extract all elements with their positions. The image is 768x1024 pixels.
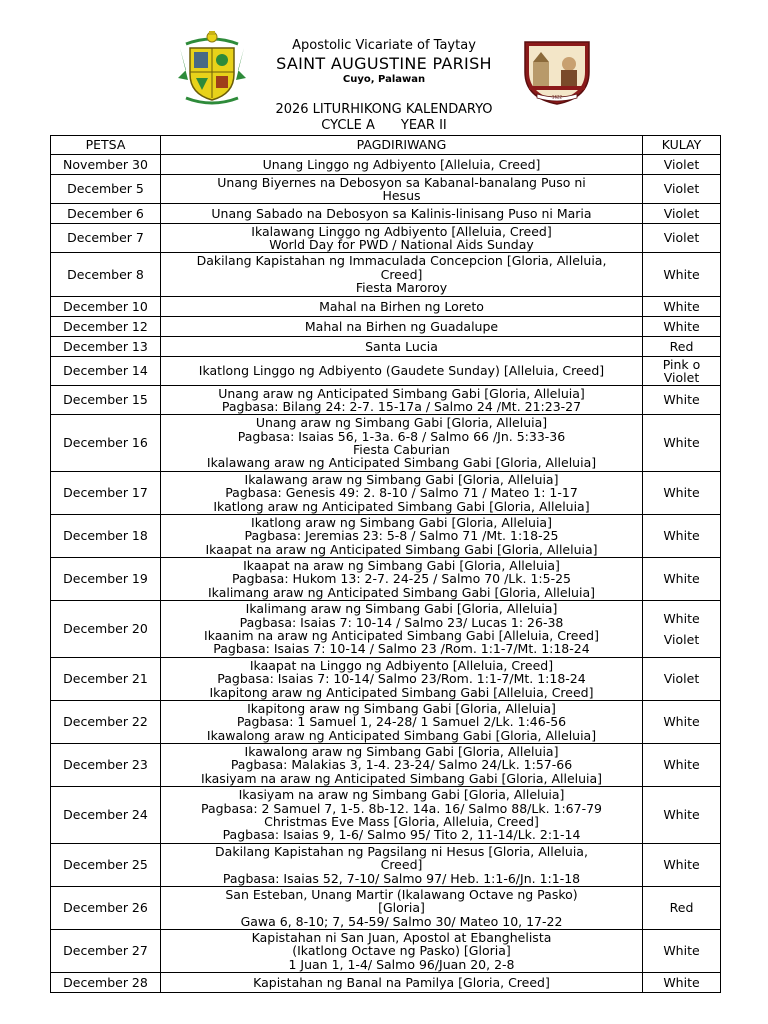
- liturgical-color-label: Pink o: [662, 356, 701, 372]
- color-cell: [643, 317, 721, 337]
- celebration-line: Pagbasa: 1 Samuel 1, 24-28/ 1 Samuel 2/Lk. 1:46-56: [236, 714, 567, 730]
- celebration-cell: [161, 317, 643, 337]
- date-cell: December 7: [51, 224, 161, 253]
- table-row: [51, 224, 721, 253]
- celebration-line: Pagbasa: Isaias 52, 7-10/ Salmo 97/ Heb. 1:1-6/Jn. 1:1-18: [222, 870, 581, 886]
- celebration-line: Dakilang Kapistahan ng Immaculada Concepcion [Gloria, Alleluia,: [196, 253, 607, 269]
- date-cell: December 10: [51, 297, 161, 317]
- color-cell: [643, 297, 721, 317]
- celebration-line: Pagbasa: Jeremias 23: 5-8 / Salmo 71 /Mt. 1:18-25: [244, 528, 559, 544]
- table-row: [51, 415, 721, 472]
- cycle-year-line: [0, 118, 768, 134]
- date-cell: December 5: [51, 175, 161, 204]
- celebration-line: Unang Linggo ng Adbiyento [Alleluia, Creed]: [262, 156, 541, 172]
- color-cell: [643, 515, 721, 558]
- liturgical-color-label: Violet: [663, 370, 700, 385]
- celebration-line: Ikaapat na araw ng Anticipated Simbang Gabi [Gloria, Alleluia]: [205, 541, 598, 557]
- date-cell: December 21: [51, 658, 161, 701]
- color-cell: [643, 787, 721, 844]
- table-row: [51, 887, 721, 930]
- date-cell: December 17: [51, 472, 161, 515]
- celebration-line: Santa Lucia: [365, 338, 438, 354]
- liturgical-color-label: Violet: [663, 205, 700, 221]
- date-cell: December 14: [51, 357, 161, 386]
- table-row: [51, 515, 721, 558]
- liturgical-color-label: Violet: [663, 181, 700, 197]
- table-row: [51, 744, 721, 787]
- celebration-cell: [161, 515, 643, 558]
- liturgical-color-label: White: [663, 571, 700, 587]
- date-cell: December 22: [51, 701, 161, 744]
- color-cell: [643, 658, 721, 701]
- date-cell: December 6: [51, 204, 161, 224]
- celebration-line: Ikalawang Linggo ng Adbiyento [Alleluia, Creed]: [251, 223, 552, 239]
- liturgical-color-label: White: [663, 392, 700, 408]
- date-cell: December 19: [51, 558, 161, 601]
- celebration-line: Fiesta Caburian: [353, 442, 450, 457]
- color-cell: [643, 930, 721, 973]
- celebration-cell: [161, 415, 643, 472]
- date-cell: December 18: [51, 515, 161, 558]
- celebration-line: Ikalawang araw ng Simbang Gabi [Gloria, Alleluia]: [244, 471, 559, 487]
- color-cell: [643, 973, 721, 993]
- color-cell: [643, 744, 721, 787]
- celebration-line: Unang araw ng Anticipated Simbang Gabi [Gloria, Alleluia]: [218, 385, 585, 401]
- color-cell: [643, 386, 721, 415]
- celebration-line: Ikapitong araw ng Anticipated Simbang Gabi [Alleluia, Creed]: [209, 684, 594, 700]
- liturgical-color-label: Red: [669, 900, 694, 916]
- parish-seal-logo: [519, 38, 595, 106]
- parish-name: SAINT AUGUSTINE PARISH: [276, 54, 492, 73]
- celebration-line: Ikalimang araw ng Anticipated Simbang Gabi [Gloria, Alleluia]: [208, 584, 595, 600]
- celebration-line: Dakilang Kapistahan ng Pagsilang ni Hesus [Gloria, Alleluia,: [215, 843, 588, 859]
- celebration-line: Pagbasa: Malakias 3, 1-4. 23-24/ Salmo 24/Lk. 1:57-66: [230, 757, 573, 773]
- date-cell: December 12: [51, 317, 161, 337]
- date-cell: December 8: [51, 253, 161, 297]
- liturgical-color-label: White: [663, 807, 700, 823]
- celebration-line: Ikalimang araw ng Simbang Gabi [Gloria, Alleluia]: [245, 601, 558, 617]
- celebration-cell: [161, 844, 643, 887]
- celebration-cell: [161, 253, 643, 297]
- celebration-cell: [161, 224, 643, 253]
- table-row: [51, 155, 721, 175]
- table-row: [51, 386, 721, 415]
- celebration-line: Pagbasa: Isaias 7: 10-14 / Salmo 23/ Lucas 1: 26-38: [239, 614, 564, 630]
- header-celebration: PAGDIRIWANG: [161, 136, 643, 155]
- liturgical-color-label: White: [663, 714, 700, 730]
- celebration-cell: [161, 558, 643, 601]
- celebration-cell: [161, 658, 643, 701]
- celebration-line: Pagbasa: Isaias 9, 1-6/ Salmo 95/ Tito 2, 11-14/Lk. 2:1-14: [222, 827, 581, 843]
- table-row: [51, 253, 721, 297]
- liturgical-color-label: White: [663, 943, 700, 959]
- date-cell: December 28: [51, 973, 161, 993]
- celebration-line: Creed]: [380, 266, 423, 282]
- date-cell: December 23: [51, 744, 161, 787]
- color-cell: [643, 175, 721, 204]
- vicariate-name: Apostolic Vicariate of Taytay: [292, 38, 476, 53]
- table-row: [51, 701, 721, 744]
- celebration-line: Christmas Eve Mass [Gloria, Alleluia, Creed]: [264, 814, 539, 829]
- celebration-line: Ikatlong araw ng Simbang Gabi [Gloria, Alleluia]: [251, 514, 552, 530]
- celebration-line: Kapistahan ni San Juan, Apostol at Ebanghelista: [251, 929, 552, 945]
- celebration-cell: [161, 701, 643, 744]
- liturgical-color-label: Violet: [663, 632, 700, 647]
- table-row: [51, 658, 721, 701]
- liturgical-color-label: White: [663, 857, 700, 873]
- liturgical-color-label: White: [663, 757, 700, 773]
- celebration-line: Pagbasa: Bilang 24: 2-7. 15-17a / Salmo 24 /Mt. 21:23-27: [221, 399, 582, 414]
- color-cell: [643, 887, 721, 930]
- celebration-cell: [161, 155, 643, 175]
- celebration-line: Pagbasa: Isaias 56, 1-3a. 6-8 / Salmo 66 /Jn. 5:33-36: [237, 428, 566, 444]
- color-cell: [643, 155, 721, 175]
- date-cell: December 25: [51, 844, 161, 887]
- table-row: [51, 558, 721, 601]
- date-cell: December 27: [51, 930, 161, 973]
- celebration-line: Mahal na Birhen ng Loreto: [319, 298, 484, 314]
- table-row: [51, 601, 721, 658]
- parish-location: Cuyo, Palawan: [342, 74, 426, 85]
- header-color: KULAY: [643, 136, 721, 155]
- celebration-cell: [161, 357, 643, 386]
- celebration-line: Gawa 6, 8-10; 7, 54-59/ Salmo 30/ Mateo 10, 17-22: [240, 913, 563, 929]
- color-cell: [643, 204, 721, 224]
- table-row: [51, 844, 721, 887]
- table-row: [51, 472, 721, 515]
- celebration-cell: [161, 887, 643, 930]
- liturgical-color-label: White: [663, 610, 700, 626]
- liturgical-color-label: White: [663, 298, 700, 314]
- color-cell: [643, 472, 721, 515]
- liturgical-color-label: White: [663, 435, 700, 451]
- date-cell: December 24: [51, 787, 161, 844]
- seal-year-label: 1622: [551, 94, 563, 100]
- table-row: [51, 930, 721, 973]
- color-cell: [643, 701, 721, 744]
- celebration-line: [Gloria]: [378, 900, 425, 916]
- celebration-cell: [161, 175, 643, 204]
- date-cell: November 30: [51, 155, 161, 175]
- document-header: [0, 0, 768, 138]
- liturgical-color-label: White: [663, 528, 700, 544]
- celebration-line: Ikawalong araw ng Anticipated Simbang Gabi [Gloria, Alleluia]: [206, 727, 597, 743]
- table-header-row: [51, 136, 721, 155]
- celebration-cell: [161, 787, 643, 844]
- color-cell: [643, 224, 721, 253]
- liturgical-color-label: Violet: [663, 671, 700, 687]
- celebration-line: Ikasiyam na araw ng Simbang Gabi [Gloria, Alleluia]: [238, 787, 565, 803]
- color-cell: [643, 558, 721, 601]
- celebration-line: 1 Juan 1, 1-4/ Salmo 96/Juan 20, 2-8: [288, 956, 515, 972]
- celebration-line: Pagbasa: Genesis 49: 2. 8-10 / Salmo 71 / Mateo 1: 1-17: [225, 485, 578, 501]
- liturgical-color-label: White: [663, 266, 700, 282]
- color-cell: [643, 844, 721, 887]
- date-cell: December 26: [51, 887, 161, 930]
- celebration-cell: [161, 930, 643, 973]
- celebration-line: Ikaapat na araw ng Simbang Gabi [Gloria, Alleluia]: [243, 557, 560, 573]
- celebration-line: Mahal na Birhen ng Guadalupe: [304, 318, 499, 334]
- table-row: [51, 787, 721, 844]
- celebration-line: Ikaanim na araw ng Anticipated Simbang Gabi [Alleluia, Creed]: [204, 628, 599, 643]
- date-cell: December 20: [51, 601, 161, 658]
- celebration-line: Ikasiyam na araw ng Anticipated Simbang Gabi [Gloria, Alleluia]: [200, 770, 603, 786]
- celebration-cell: [161, 337, 643, 357]
- celebration-line: Hesus: [382, 188, 421, 203]
- liturgical-year: YEAR II: [400, 118, 447, 133]
- liturgical-calendar-table: [50, 135, 721, 993]
- celebration-line: Pagbasa: Isaias 7: 10-14/ Salmo 23/Rom. 1:1-7/Mt. 1:18-24: [217, 671, 586, 687]
- celebration-line: Ikaapat na Linggo ng Adbiyento [Alleluia, Creed]: [249, 657, 554, 673]
- parish-title-block: [250, 38, 518, 86]
- celebration-cell: [161, 744, 643, 787]
- color-cell: [643, 337, 721, 357]
- celebration-line: Fiesta Maroroy: [355, 280, 448, 296]
- table-row: [51, 204, 721, 224]
- liturgical-color-label: Violet: [663, 230, 700, 246]
- celebration-line: Unang Sabado na Debosyon sa Kalinis-linisang Puso ni Maria: [211, 205, 592, 221]
- celebration-line: Unang araw ng Simbang Gabi [Gloria, Alleluia]: [255, 415, 548, 431]
- table-row: [51, 357, 721, 386]
- date-cell: December 15: [51, 386, 161, 415]
- liturgical-color-label: White: [663, 485, 700, 501]
- celebration-line: Ikawalong araw ng Simbang Gabi [Gloria, Alleluia]: [244, 743, 559, 759]
- liturgical-color-label: Red: [669, 338, 694, 354]
- celebration-cell: [161, 601, 643, 658]
- header-date: PETSA: [51, 136, 161, 155]
- color-cell: [643, 357, 721, 386]
- table-row: [51, 973, 721, 993]
- celebration-line: World Day for PWD / National Aids Sunday: [269, 237, 534, 252]
- celebration-line: Ikalawang araw ng Anticipated Simbang Gabi [Gloria, Alleluia]: [206, 455, 597, 471]
- calendar-title: 2026 LITURHIKONG KALENDARYO: [275, 102, 493, 117]
- liturgical-color-label: Violet: [663, 156, 700, 172]
- table-body: [51, 155, 721, 993]
- celebration-line: (Ikatlong Octave ng Pasko) [Gloria]: [292, 943, 511, 959]
- celebration-line: Ikatlong araw ng Anticipated Simbang Gabi [Gloria, Alleluia]: [213, 498, 590, 514]
- celebration-line: Ikapitong araw ng Simbang Gabi [Gloria, Alleluia]: [247, 700, 556, 716]
- celebration-line: Creed]: [380, 857, 423, 873]
- liturgical-color-label: White: [663, 318, 700, 334]
- table-row: [51, 317, 721, 337]
- color-cell: [643, 415, 721, 472]
- celebration-line: Ikatlong Linggo ng Adbiyento (Gaudete Sunday) [Alleluia, Creed]: [198, 363, 605, 379]
- table-row: [51, 337, 721, 357]
- liturgical-cycle: CYCLE A: [321, 118, 375, 133]
- celebration-line: San Esteban, Unang Martir (Ikalawang Octave ng Pasko): [225, 886, 578, 902]
- celebration-line: Pagbasa: Isaias 7: 10-14 / Salmo 23 /Rom. 1:1-7/Mt. 1:18-24: [213, 641, 590, 657]
- celebration-cell: [161, 386, 643, 415]
- liturgical-color-label: White: [663, 974, 700, 990]
- celebration-cell: [161, 472, 643, 515]
- celebration-cell: [161, 297, 643, 317]
- date-cell: December 13: [51, 337, 161, 357]
- celebration-line: Unang Biyernes na Debosyon sa Kabanal-banalang Puso ni: [217, 174, 586, 190]
- celebration-line: Kapistahan ng Banal na Pamilya [Gloria, Creed]: [253, 974, 550, 990]
- table-row: [51, 175, 721, 204]
- celebration-line: Pagbasa: Hukom 13: 2-7. 24-25 / Salmo 70 /Lk. 1:5-25: [231, 571, 571, 587]
- color-cell: [643, 253, 721, 297]
- table-row: [51, 297, 721, 317]
- celebration-cell: [161, 204, 643, 224]
- celebration-cell: [161, 973, 643, 993]
- date-cell: December 16: [51, 415, 161, 472]
- color-cell: [643, 601, 721, 658]
- celebration-line: Pagbasa: 2 Samuel 7, 1-5. 8b-12. 14a. 16/ Salmo 88/Lk. 1:67-79: [200, 800, 602, 816]
- vicariate-coat-of-arms-logo: [176, 30, 248, 106]
